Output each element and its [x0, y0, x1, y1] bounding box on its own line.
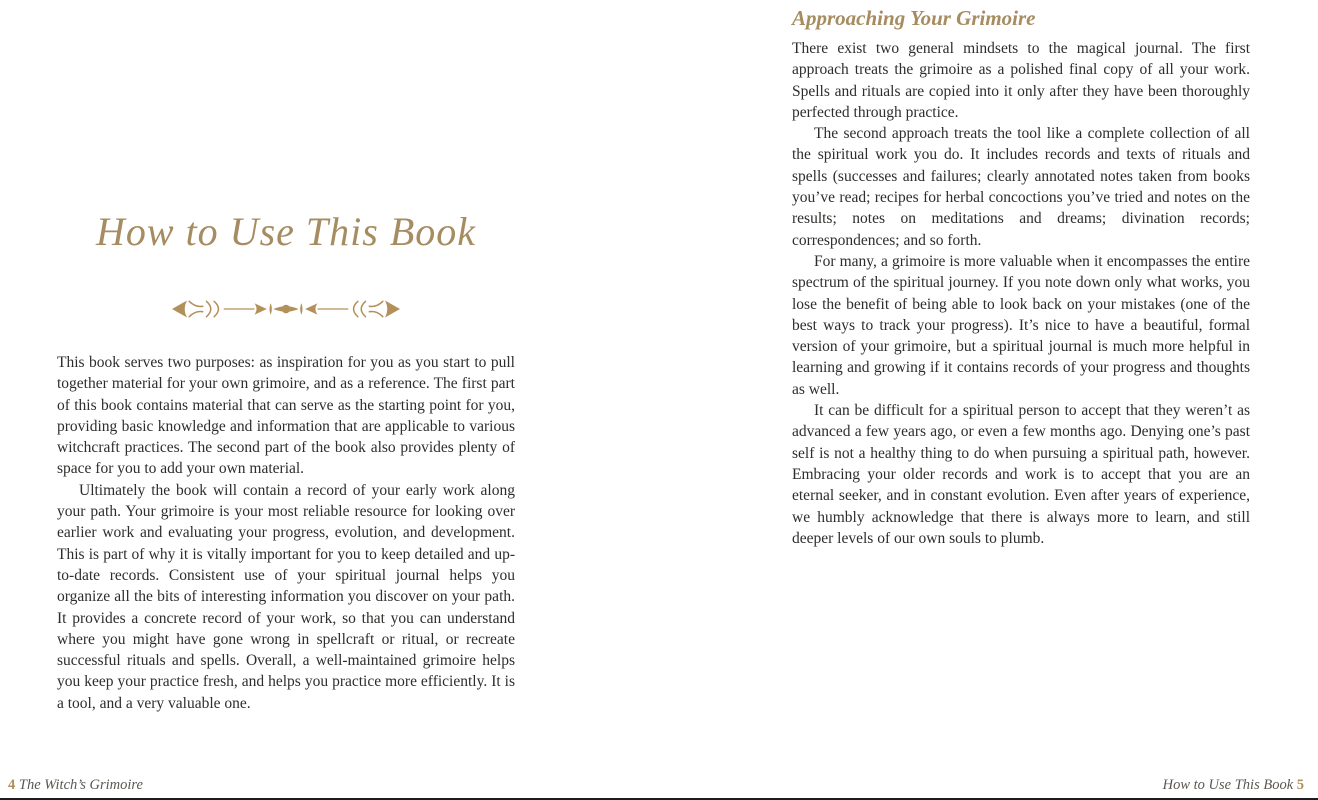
right-page-body [792, 38, 1250, 549]
right-running-title: How to Use This Book [1162, 777, 1294, 793]
left-page-number: 4 [8, 777, 16, 793]
paragraph: The second approach treats the tool like a complete collection of all the spiritual work you do. It includes records and texts of rituals and spells (successes and failures; clearly annotated notes taken from books you’ve read; recipes for herbal concoctions you’ve tried and notes on the results; notes on meditations and dreams; divination records; correspondences; and so forth. [792, 125, 1250, 249]
right-page-footer [1163, 777, 1304, 794]
paragraph: It can be difficult for a spiritual person to accept that they weren’t as advanced a few years ago, or even a few months ago. Denying one’s past self is not a healthy thing to do when pursuing a spiritual path, however. Embracing your older records and work is to accept that you are an eternal seeker, and in constant evolution. Even after years of experience, we humbly acknowledge that there is always more to learn, and still deeper levels of our own souls to plumb. [792, 402, 1250, 547]
paragraph: For many, a grimoire is more valuable when it encompasses the entire spectrum of the spiritual journey. If you note down only what works, you lose the benefit of being able to look back on your mistakes (one of the best ways to track your progress). It’s nice to have a beautiful, formal version of your grimoire, but a spiritual journal is much more helpful in learning and growing if it contains records of your progress and thoughts as well. [792, 252, 1250, 398]
chapter-title: How to Use This Book [96, 209, 476, 254]
paragraph: There exist two general mindsets to the magical journal. The first approach treats the grimoire as a polished final copy of all your work. Spells and rituals are copied into it only after they have been thoroughly perfected through practice. [792, 40, 1250, 121]
right-page-number: 5 [1296, 777, 1304, 793]
section-heading: Approaching Your Grimoire [792, 6, 1036, 30]
paragraph: Ultimately the book will contain a record of your early work along your path. Your grimoire is your most reliable resource for looking over earlier work and evaluating your progress, evolution, and development. This is part of why it is vitally important for you to keep detailed and up-to-date records. Consistent use of your spiritual journal helps you organize all the bits of interesting information you discover on your path. It provides a concrete record of your work, so that you can understand where you might have gone wrong in spellcraft or ritual, or recreate successful rituals and spells. Overall, a well-maintained grimoire helps you keep your practice fresh, and helps you practice more efficiently. It is a tool, and a very valuable one. [57, 481, 515, 712]
ornament-row [57, 294, 515, 329]
left-page-footer [8, 777, 143, 794]
arrow-spindle-divider-icon [171, 294, 401, 329]
paragraph: This book serves two purposes: as inspiration for you as you start to pull together material for your own grimoire, and as a reference. The first part of this book contains material that can serve as the starting point for you, providing basic knowledge and information that are applicable to various witchcraft practices. The second part of the book also provides plenty of space for you to add your own material. [57, 354, 515, 478]
left-running-title: The Witch’s Grimoire [18, 777, 143, 793]
left-page-body [57, 352, 515, 714]
